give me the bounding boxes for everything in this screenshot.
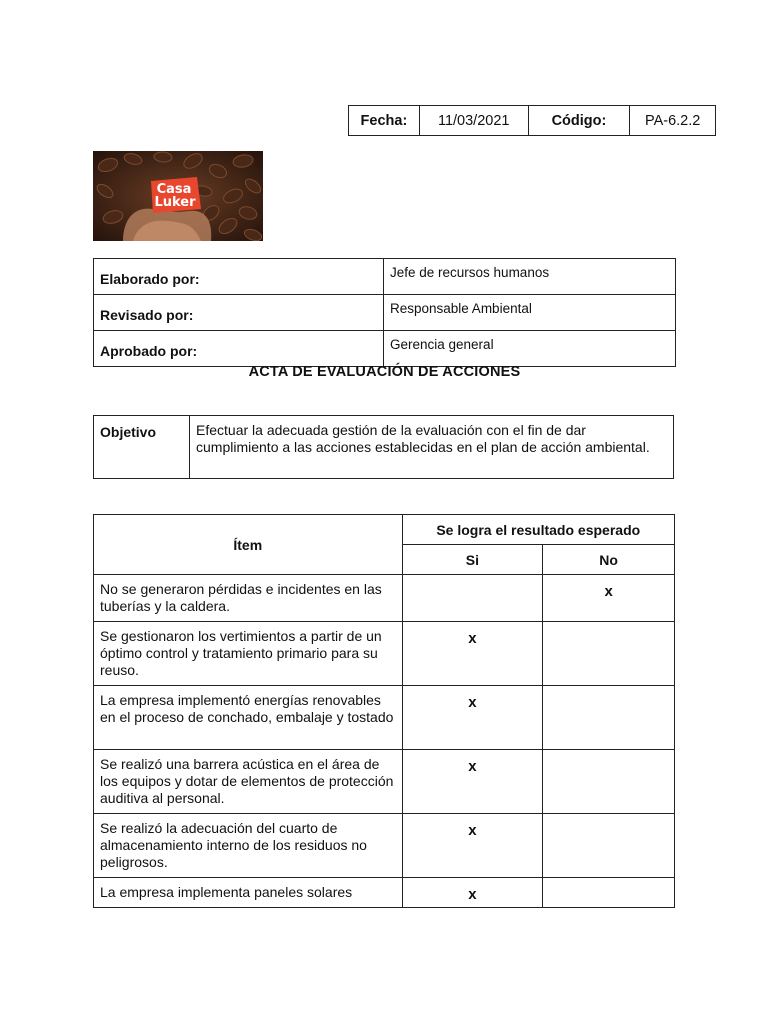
objective-text: Efectuar la adecuada gestión de la evaluación con el fin de dar cumplimiento a las acciones establecidas en el plan de acción ambiental. — [190, 416, 674, 479]
approval-row-revisado — [94, 295, 676, 331]
table-row — [94, 575, 675, 622]
table-row — [94, 814, 675, 878]
evaluation-header-row — [94, 515, 675, 545]
fecha-value: 11/03/2021 — [419, 106, 528, 136]
si-mark: x — [402, 878, 543, 908]
result-header: Se logra el resultado esperado — [402, 515, 674, 545]
approval-value: Jefe de recursos humanos — [384, 259, 676, 295]
logo-text-line2: Luker — [154, 195, 196, 210]
logo-text-line1: Casa — [156, 182, 192, 197]
no-mark — [543, 878, 675, 908]
si-mark: x — [402, 750, 543, 814]
approval-row-aprobado — [94, 331, 676, 367]
approval-value: Gerencia general — [384, 331, 676, 367]
codigo-label: Código: — [528, 106, 630, 136]
si-header: Si — [402, 545, 543, 575]
item-text: La empresa implementa paneles solares — [94, 878, 403, 908]
company-logo — [93, 151, 263, 241]
si-mark: x — [402, 814, 543, 878]
table-row — [94, 878, 675, 908]
no-mark — [543, 686, 675, 750]
header-table — [348, 105, 716, 136]
si-mark — [402, 575, 543, 622]
document-title: ACTA DE EVALUACIÓN DE ACCIONES — [248, 364, 521, 380]
no-header: No — [543, 545, 675, 575]
no-mark — [543, 750, 675, 814]
item-text: Se realizó la adecuación del cuarto de almacenamiento interno de los residuos no peligrosos. — [94, 814, 403, 878]
si-mark: x — [402, 686, 543, 750]
item-text: No se generaron pérdidas e incidentes en las tuberías y la caldera. — [94, 575, 403, 622]
fecha-label: Fecha: — [349, 106, 420, 136]
approval-label: Aprobado por: — [94, 331, 384, 367]
objective-table — [93, 415, 674, 479]
approval-table — [93, 258, 676, 367]
table-row — [94, 622, 675, 686]
no-mark — [543, 814, 675, 878]
approval-label: Elaborado por: — [94, 259, 384, 295]
codigo-value: PA-6.2.2 — [630, 106, 716, 136]
objective-label: Objetivo — [94, 416, 190, 479]
table-row — [94, 750, 675, 814]
item-text: Se gestionaron los vertimientos a partir de un óptimo control y tratamiento primario para su reuso. — [94, 622, 403, 686]
no-mark: x — [543, 575, 675, 622]
item-text: Se realizó una barrera acústica en el área de los equipos y dotar de elementos de protección auditiva al personal. — [94, 750, 403, 814]
table-row — [94, 686, 675, 750]
approval-row-elaborado — [94, 259, 676, 295]
item-header: Ítem — [94, 515, 403, 575]
si-mark: x — [402, 622, 543, 686]
approval-label: Revisado por: — [94, 295, 384, 331]
approval-value: Responsable Ambiental — [384, 295, 676, 331]
evaluation-table — [93, 514, 675, 908]
item-text: La empresa implementó energías renovables en el proceso de conchado, embalaje y tostado — [94, 686, 403, 750]
no-mark — [543, 622, 675, 686]
